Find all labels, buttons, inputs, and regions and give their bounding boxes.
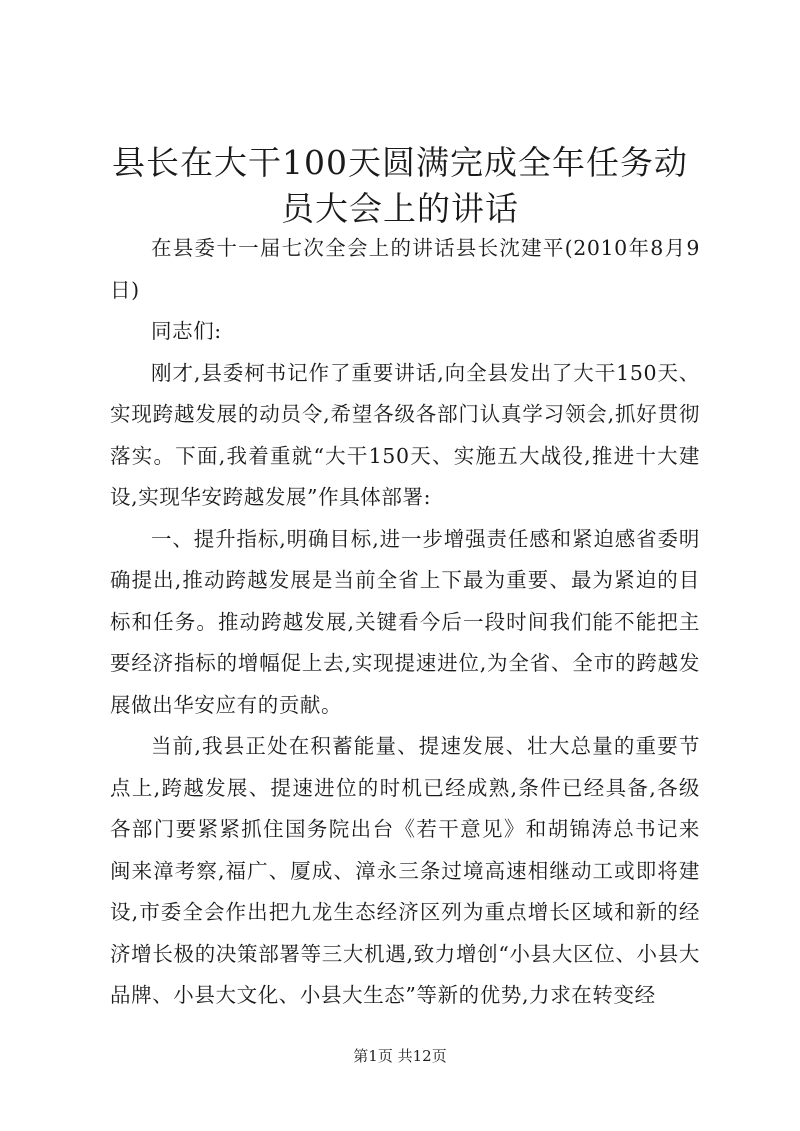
document-body xyxy=(110,228,700,1017)
document-title: 县长在大干100天圆满完成全年任务动员大会上的讲话 xyxy=(112,143,688,228)
paragraph-section-one: 一、提升指标,明确目标,进一步增强责任感和紧迫感省委明确提出,推动跨越发展是当前全省上下最为重要、最为紧迫的目标和任务。推动跨越发展,关键看今后一段时间我们能不能把主要经济指标的增幅促上去,实现提速进位,为全省、全市的跨越发展做出华安应有的贡献。 xyxy=(110,526,700,717)
page-footer: 第1页 共12页 xyxy=(353,1047,447,1065)
paragraph-subtitle: 在县委十一届七次全会上的讲话县长沈建平(2010年8月9日) xyxy=(110,236,700,302)
paragraph-current-situation: 当前,我县正处在积蓄能量、提速发展、壮大总量的重要节点上,跨越发展、提速进位的时机已经成熟,条件已经具备,各级各部门要紧紧抓住国务院出台《若干意见》和胡锦涛总书记来闽来漳考察,福广、厦成、漳永三条过境高速相继动工或即将建设,市委全会作出把九龙生态经济区列为重点增长区域和新的经济增长极的决策部署等三大机遇,致力增创“小县大区位、小县大品牌、小县大文化、小县大生态”等新的优势,力求在转变经 xyxy=(110,734,700,1007)
paragraph-salutation: 同志们: xyxy=(151,319,222,343)
paragraph-intro: 刚才,县委柯书记作了重要讲话,向全县发出了大干150天、实现跨越发展的动员令,希望各级各部门认真学习领会,抓好贯彻落实。下面,我着重就“大干150天、实施五大战役,推进十大建设,实现华安跨越发展”作具体部署: xyxy=(110,360,700,509)
